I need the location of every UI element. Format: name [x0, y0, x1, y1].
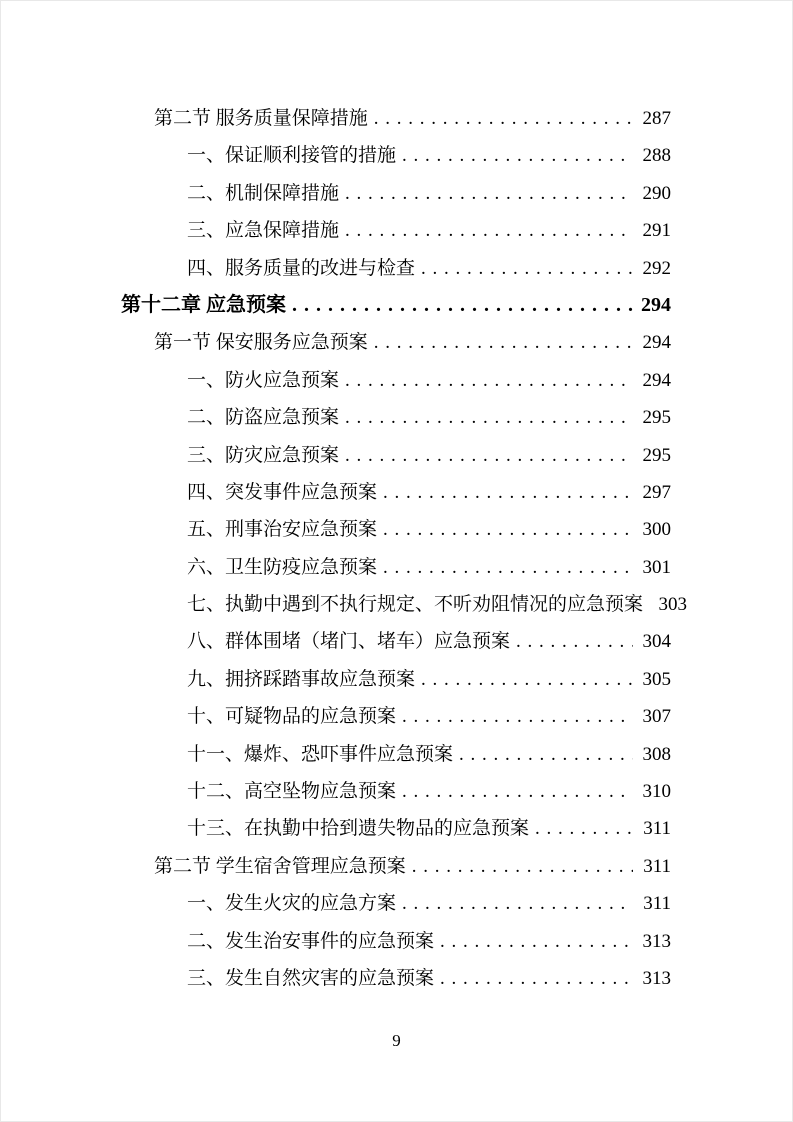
- toc-entry-page: 295: [642, 407, 671, 429]
- dot-leader: [402, 773, 633, 810]
- toc-entry: [1, 437, 671, 474]
- toc-entry-title: 第十二章 应急预案: [121, 293, 286, 316]
- toc-entry-page: 305: [642, 668, 671, 690]
- toc-entry-page: 291: [642, 220, 671, 242]
- toc-entry-title: 八、群体围堵（堵门、堵车）应急预案: [187, 631, 511, 653]
- toc-entry: [1, 661, 671, 698]
- toc-entry-title: 第二节 学生宿舍管理应急预案: [154, 855, 406, 877]
- toc-entry: [1, 586, 688, 623]
- toc-entry: [1, 212, 671, 249]
- toc-entry-page: 292: [642, 257, 671, 279]
- toc-entry-page: 311: [643, 855, 671, 877]
- toc-entry-page: 304: [642, 631, 671, 653]
- dot-leader: [345, 212, 633, 249]
- toc-entry: [1, 250, 671, 287]
- toc-entry-title: 二、防盗应急预案: [187, 407, 340, 429]
- dot-leader: [374, 100, 633, 137]
- toc-entry-title: 六、卫生防疫应急预案: [187, 556, 378, 578]
- toc-list: [1, 100, 688, 997]
- toc-entry-title: 五、刑事治安应急预案: [187, 519, 378, 541]
- dot-leader: [374, 324, 633, 361]
- toc-entry: [1, 511, 671, 548]
- dot-leader: [345, 175, 633, 212]
- toc-entry: [1, 399, 671, 436]
- toc-entry-title: 十二、高空坠物应急预案: [187, 781, 397, 803]
- toc-entry-title: 七、执勤中遇到不执行规定、不听劝阻情况的应急预案: [187, 594, 644, 616]
- toc-entry-page: 288: [642, 145, 671, 167]
- dot-leader: [402, 698, 633, 735]
- toc-entry: [1, 810, 671, 847]
- toc-entry-title: 三、应急保障措施: [187, 220, 340, 242]
- toc-entry: [1, 623, 671, 660]
- toc-entry: [1, 960, 671, 997]
- toc-entry-title: 第二节 服务质量保障措施: [154, 108, 368, 129]
- toc-entry-page: 303: [658, 594, 688, 616]
- dot-leader: [292, 287, 633, 324]
- dot-leader: [345, 362, 633, 399]
- toc-entry-page: 308: [642, 743, 671, 765]
- toc-entry: [1, 736, 671, 773]
- page-number: 9: [392, 1031, 401, 1050]
- toc-entry-title: 四、服务质量的改进与检查: [187, 257, 416, 279]
- toc-entry-page: 311: [643, 818, 671, 840]
- toc-entry: [1, 698, 671, 735]
- toc-entry: [1, 549, 671, 586]
- dot-leader: [440, 923, 633, 960]
- toc-entry-page: 297: [642, 481, 671, 503]
- toc-entry-title: 四、突发事件应急预案: [187, 481, 378, 503]
- dot-leader: [459, 736, 633, 773]
- toc-entry: [1, 474, 671, 511]
- toc-entry-title: 十一、爆炸、恐吓事件应急预案: [187, 743, 454, 765]
- toc-entry-page: 287: [642, 108, 671, 129]
- toc-entry-page: 294: [642, 332, 671, 354]
- dot-leader: [402, 137, 633, 174]
- dot-leader: [345, 399, 633, 436]
- toc-entry: [1, 362, 671, 399]
- toc-entry-page: 313: [642, 967, 671, 989]
- dot-leader: [535, 810, 633, 847]
- toc-entry-title: 二、机制保障措施: [187, 182, 340, 204]
- dot-leader: [383, 549, 633, 586]
- toc-entry-page: 313: [642, 930, 671, 952]
- toc-entry-title: 三、防灾应急预案: [187, 444, 340, 466]
- toc-entry-title: 第一节 保安服务应急预案: [154, 332, 368, 354]
- toc-entry: [1, 773, 671, 810]
- toc-entry-title: 一、保证顺利接管的措施: [187, 145, 397, 167]
- toc-entry-title: 十、可疑物品的应急预案: [187, 706, 397, 728]
- toc-entry-page: 294: [641, 293, 671, 316]
- dot-leader: [383, 474, 633, 511]
- toc-entry: [1, 324, 671, 361]
- toc-entry-title: 三、发生自然灾害的应急预案: [187, 967, 435, 989]
- toc-entry: [1, 175, 671, 212]
- toc-entry: [1, 848, 671, 885]
- dot-leader: [516, 623, 633, 660]
- dot-leader: [421, 250, 633, 287]
- dot-leader: [383, 511, 633, 548]
- toc-entry-page: 300: [642, 519, 671, 541]
- toc-entry: [1, 287, 671, 324]
- dot-leader: [402, 885, 633, 922]
- toc-entry: [1, 885, 671, 922]
- dot-leader: [345, 437, 633, 474]
- toc-entry-page: 295: [642, 444, 671, 466]
- toc-entry-page: 294: [642, 369, 671, 391]
- toc-entry: [1, 923, 671, 960]
- dot-leader: [440, 960, 633, 997]
- toc-entry-title: 二、发生治安事件的应急预案: [187, 930, 435, 952]
- toc-entry-page: 307: [642, 706, 671, 728]
- toc-entry: [1, 137, 671, 174]
- toc-entry-title: 一、发生火灾的应急方案: [187, 893, 397, 915]
- toc-entry-page: 301: [642, 556, 671, 578]
- toc-entry: [1, 100, 671, 137]
- toc-entry-title: 一、防火应急预案: [187, 369, 340, 391]
- toc-entry-title: 十三、在执勤中拾到遗失物品的应急预案: [187, 818, 530, 840]
- toc-entry-page: 290: [642, 182, 671, 204]
- toc-entry-title: 九、拥挤踩踏事故应急预案: [187, 668, 416, 690]
- dot-leader: [421, 661, 633, 698]
- toc-entry-page: 311: [643, 893, 671, 915]
- dot-leader: [412, 848, 633, 885]
- toc-entry-page: 310: [642, 781, 671, 803]
